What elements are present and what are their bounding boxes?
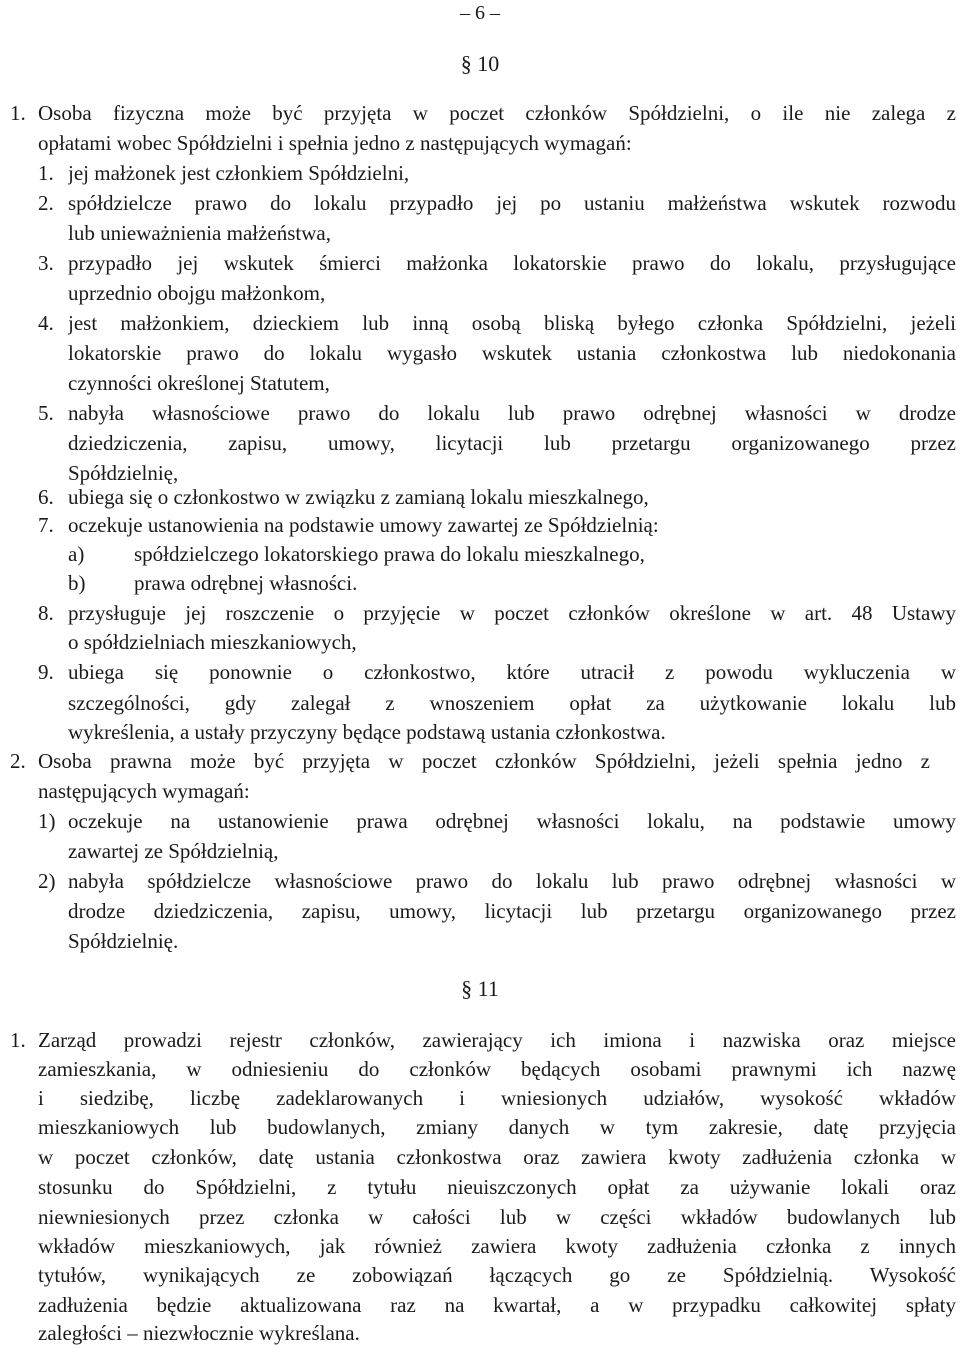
list-item-number: 5. [38, 401, 54, 425]
section-heading-10: § 10 [460, 51, 500, 76]
list-item-number: 4. [38, 311, 54, 335]
text-line: następujących wymagań: [38, 779, 250, 803]
list-item-number: 8. [38, 601, 54, 625]
list-item-text: ubiega się o członkostwo w związku z zamianą lokalu mieszkalnego, [68, 485, 649, 509]
list-item-text: drodze dziedziczenia, zapisu, umowy, licytacji lub przetargu organizowanego przez [68, 899, 956, 923]
list-item-text: jej małżonek jest członkiem Spółdzielni, [68, 161, 410, 185]
list-item-text: lub unieważnienia małżeństwa, [68, 221, 331, 245]
paragraph-number: 2. [10, 749, 26, 773]
list-item-text: przypadło jej wskutek śmierci małżonka lokatorskie prawo do lokalu, przysługujące [68, 251, 956, 275]
list-item-text: lokatorskie prawo do lokalu wygasło wskutek ustania członkostwa lub niedokonania [68, 341, 956, 365]
list-item-text: oczekuje ustanowienia na podstawie umowy zawartej ze Spółdzielnią: [68, 513, 659, 537]
section-heading-11: § 11 [461, 976, 499, 1001]
list-item-number: 2) [38, 869, 56, 893]
list-item-text: jest małżonkiem, dzieckiem lub inną osobą bliską byłego członka Spółdzielni, jeżeli [68, 311, 956, 335]
page-number: – 6 – [460, 2, 500, 24]
list-item-text: wykreślenia, a ustały przyczyny będące podstawą ustania członkostwa. [68, 720, 666, 744]
text-line: zamieszkania, w odniesieniu do członków będących osobami prawnymi ich nazwę [38, 1057, 956, 1081]
list-item-text: Spółdzielnię, [68, 461, 179, 485]
text-line: w poczet członków, datę ustania członkostwa oraz zawiera kwoty zadłużenia członka w [38, 1145, 956, 1169]
list-item-text: oczekuje na ustanowienie prawa odrębnej własności lokalu, na podstawie umowy [68, 809, 956, 833]
text-line: zaległości – niezwłocznie wykreślana. [38, 1321, 360, 1345]
text-line: opłatami wobec Spółdzielni i spełnia jedno z następujących wymagań: [38, 131, 632, 155]
sub-item-letter: b) [68, 571, 86, 595]
list-item-number: 3. [38, 251, 54, 275]
text-line: zadłużenia będzie aktualizowana raz na kwartał, a w przypadku całkowitej spłaty [38, 1293, 956, 1317]
text-line: niewniesionych przez członka w całości lub w części wkładów budowlanych lub [38, 1205, 956, 1229]
sub-item-text: prawa odrębnej własności. [134, 571, 358, 595]
list-item-number: 6. [38, 485, 54, 509]
list-item-text: o spółdzielniach mieszkaniowych, [68, 630, 357, 654]
text-line: stosunku do Spółdzielni, z tytułu nieuiszczonych opłat za używanie lokali oraz [38, 1175, 956, 1199]
list-item-number: 1) [38, 809, 56, 833]
text-line: tytułów, wynikających ze zobowiązań łączących go ze Spółdzielnią. Wysokość [38, 1263, 956, 1287]
sub-item-letter: a) [68, 542, 85, 566]
list-item-text: przysługuje jej roszczenie o przyjęcie w poczet członków określone w art. 48 Ustawy [68, 601, 956, 625]
text-line: i siedzibę, liczbę zadeklarowanych i wniesionych udziałów, wysokość wkładów [38, 1086, 956, 1110]
sub-item-text: spółdzielczego lokatorskiego prawa do lokalu mieszkalnego, [134, 542, 645, 566]
text-line: mieszkaniowych lub budowlanych, zmiany danych w tym zakresie, datę przyjęcia [38, 1115, 956, 1139]
list-item-number: 1. [38, 161, 54, 185]
list-item-text: uprzednio obojgu małżonkom, [68, 281, 326, 305]
list-item-text: dziedziczenia, zapisu, umowy, licytacji lub przetargu organizowanego przez [68, 431, 956, 455]
list-item-number: 7. [38, 513, 54, 537]
paragraph-number: 1. [10, 1028, 26, 1052]
list-item-text: czynności określonej Statutem, [68, 371, 330, 395]
list-item-text: szczególności, gdy zalegał z wnoszeniem opłat za użytkowanie lokalu lub [68, 691, 956, 715]
list-item-text: nabyła spółdzielcze własnościowe prawo do lokalu lub prawo odrębnej własności w [68, 869, 956, 893]
list-item-text: nabyła własnościowe prawo do lokalu lub prawo odrębnej własności w drodze [68, 401, 956, 425]
list-item-text: ubiega się ponownie o członkostwo, które utracił z powodu wykluczenia w [68, 660, 956, 684]
text-line: wkładów mieszkaniowych, jak również zawiera kwoty zadłużenia członka z innych [38, 1234, 956, 1258]
text-line: Osoba fizyczna może być przyjęta w poczet członków Spółdzielni, o ile nie zalega z [38, 101, 956, 125]
list-item-text: Spółdzielnię. [68, 929, 179, 953]
list-item-number: 2. [38, 191, 54, 215]
list-item-text: spółdzielcze prawo do lokalu przypadło jej po ustaniu małżeństwa wskutek rozwodu [68, 191, 956, 215]
list-item-text: zawartej ze Spółdzielnią, [68, 839, 279, 863]
list-item-number: 9. [38, 660, 54, 684]
text-line: Zarząd prowadzi rejestr członków, zawierający ich imiona i nazwiska oraz miejsce [38, 1028, 956, 1052]
paragraph-number: 1. [10, 101, 26, 125]
text-line: Osoba prawna może być przyjęta w poczet członków Spółdzielni, jeżeli spełnia jedno z [38, 749, 930, 773]
